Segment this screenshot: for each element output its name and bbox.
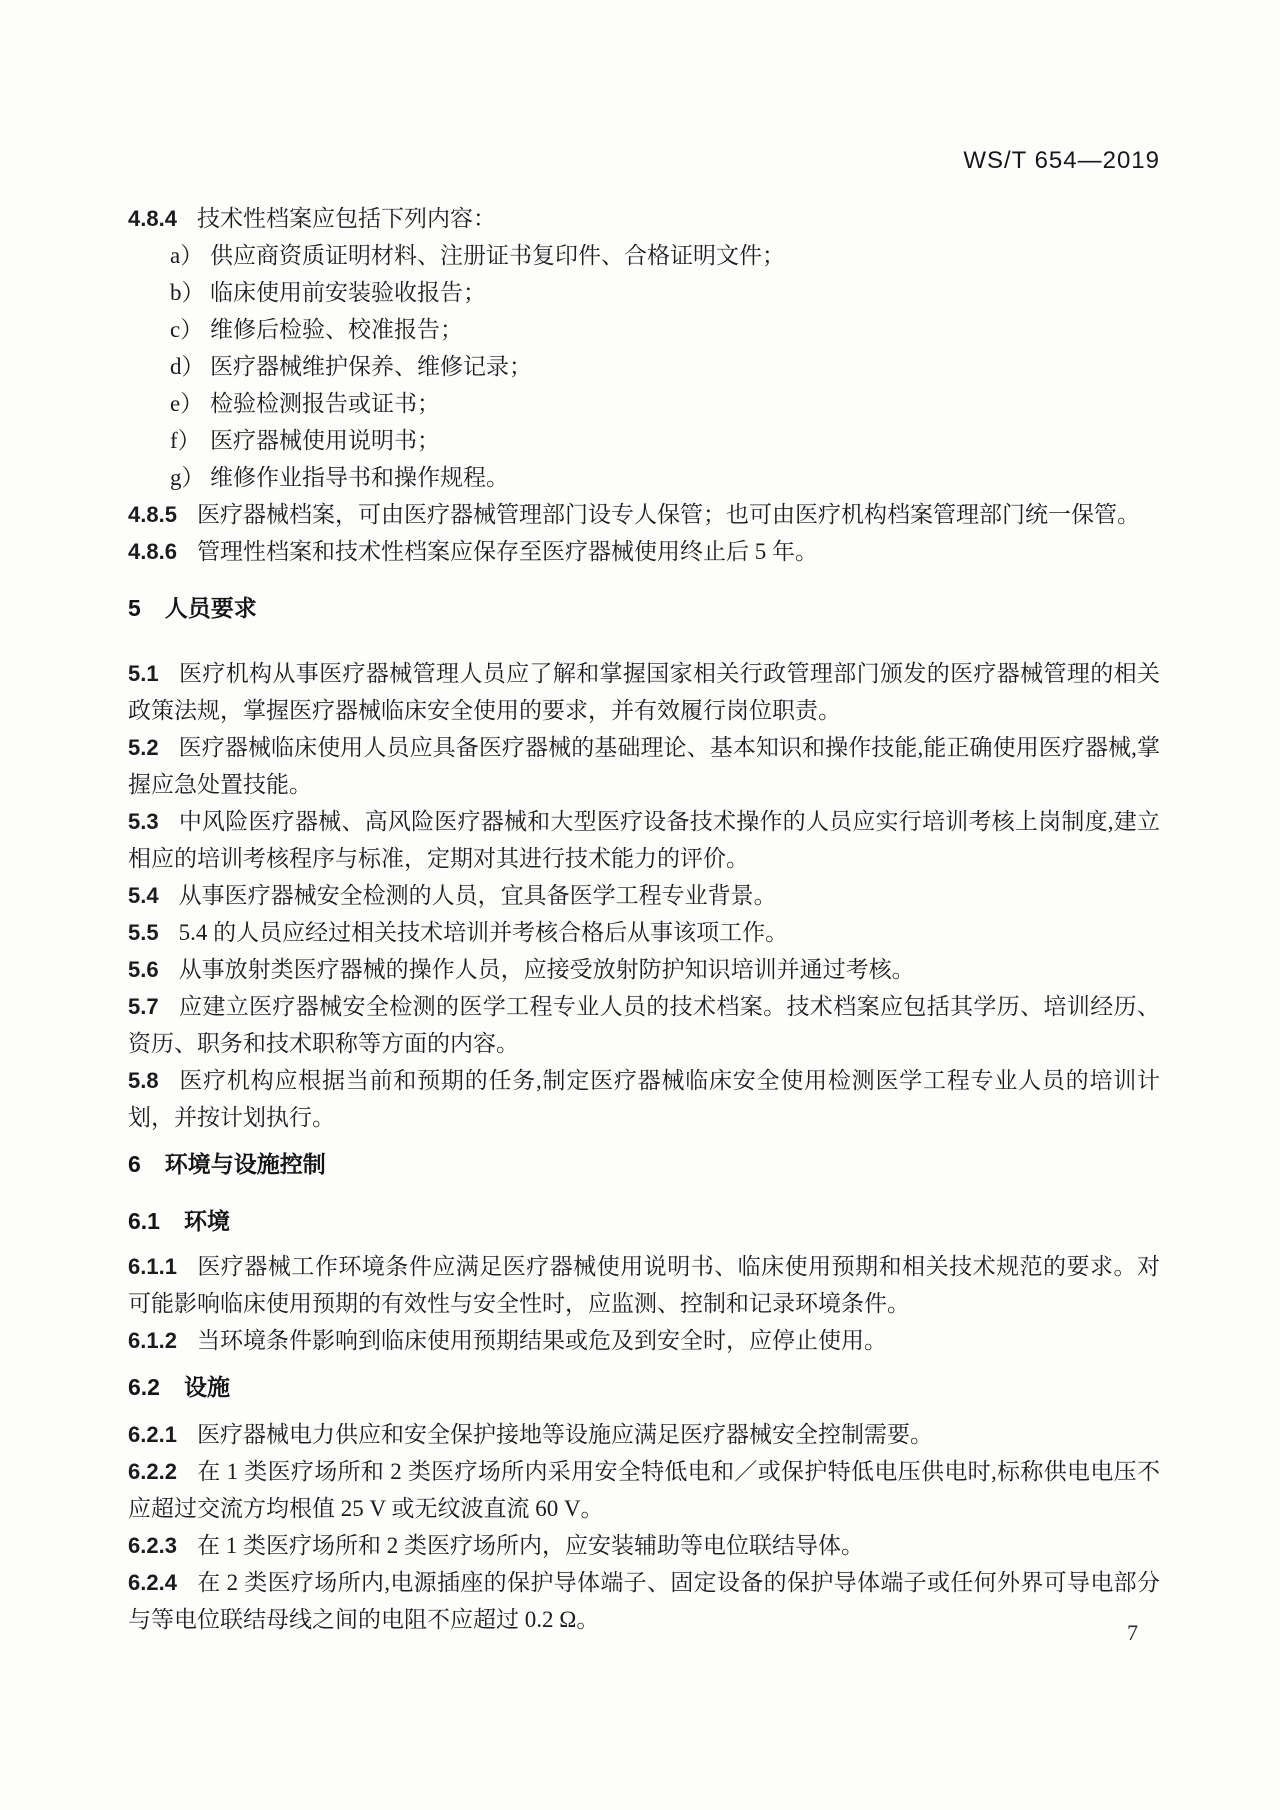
technical-archive-list	[128, 237, 1160, 496]
clause-text: 医疗机构应根据当前和预期的任务,制定医疗器械临床安全使用检测医学工程专业人员的培训计划，并按计划执行。	[128, 1068, 1160, 1130]
clause-number: 5.4	[128, 883, 159, 908]
clause-5-5	[128, 914, 1160, 951]
clause-number: 6.1.2	[128, 1328, 177, 1353]
page-number: 7	[1127, 1620, 1138, 1645]
list-item-label: e）	[170, 391, 204, 416]
list-item-label: d）	[170, 354, 205, 379]
clause-number: 5.8	[128, 1068, 159, 1093]
section-6-1-heading	[128, 1203, 1160, 1240]
section-5-heading	[128, 590, 1160, 627]
list-item-label: b）	[170, 280, 205, 305]
clause-4-8-6	[128, 533, 1160, 570]
clause-number: 4.8.6	[128, 539, 177, 564]
clause-number: 5.3	[128, 809, 159, 834]
clause-text: 医疗器械临床使用人员应具备医疗器械的基础理论、基本知识和操作技能,能正确使用医疗器械,掌握应急处置技能。	[128, 735, 1160, 797]
clause-5-6	[128, 951, 1160, 988]
clause-text: 从事放射类医疗器械的操作人员，应接受放射防护知识培训并通过考核。	[178, 957, 915, 982]
clause-5-8	[128, 1062, 1160, 1136]
clause-text: 5.4 的人员应经过相关技术培训并考核合格后从事该项工作。	[178, 920, 789, 945]
list-item-text: 检验检测报告或证书；	[210, 391, 440, 416]
clause-6-2-3	[128, 1527, 1160, 1564]
list-item-text: 维修作业指导书和操作规程。	[210, 465, 509, 490]
clause-text: 从事医疗器械安全检测的人员，宜具备医学工程专业背景。	[178, 883, 777, 908]
clause-text: 在 1 类医疗场所和 2 类医疗场所内采用安全特低电和／或保护特低电压供电时,标称供电电压不应超过交流方均根值 25 V 或无纹波直流 60 V。	[128, 1459, 1160, 1521]
clause-text: 在 1 类医疗场所和 2 类医疗场所内，应安装辅助等电位联结导体。	[196, 1533, 864, 1558]
clause-text: 管理性档案和技术性档案应保存至医疗器械使用终止后 5 年。	[196, 539, 818, 564]
list-item-text: 临床使用前安装验收报告；	[210, 280, 486, 305]
clause-6-2-4	[128, 1564, 1160, 1638]
subsection-title: 设施	[183, 1374, 230, 1400]
list-item-d	[170, 348, 1160, 385]
clause-number: 6.2.3	[128, 1533, 177, 1558]
clause-number: 6.2.4	[128, 1570, 177, 1595]
clause-text: 中风险医疗器械、高风险医疗器械和大型医疗设备技术操作的人员应实行培训考核上岗制度,建立相应的培训考核程序与标准，定期对其进行技术能力的评价。	[128, 809, 1160, 871]
clause-number: 4.8.5	[128, 502, 177, 527]
subsection-number: 6.2	[128, 1374, 160, 1400]
standard-code-header: WS/T 654—2019	[963, 147, 1160, 174]
section-6-heading	[128, 1146, 1160, 1183]
list-item-label: g）	[170, 465, 205, 490]
list-item-text: 医疗器械使用说明书；	[210, 428, 440, 453]
clause-number: 5.1	[128, 661, 159, 686]
list-item-label: c）	[170, 317, 204, 342]
clause-text: 医疗器械工作环境条件应满足医疗器械使用说明书、临床使用预期和相关技术规范的要求。对可能影响临床使用预期的有效性与安全性时，应监测、控制和记录环境条件。	[128, 1254, 1160, 1316]
clause-5-3	[128, 803, 1160, 877]
section-6-2-heading	[128, 1369, 1160, 1406]
clause-6-1-2	[128, 1322, 1160, 1359]
list-item-f	[170, 422, 1160, 459]
section-number: 6	[128, 1151, 141, 1177]
list-item-text: 维修后检验、校准报告；	[210, 317, 463, 342]
clause-text: 在 2 类医疗场所内,电源插座的保护导体端子、固定设备的保护导体端子或任何外界可导电部分与等电位联结母线之间的电阻不应超过 0.2 Ω。	[128, 1570, 1160, 1632]
clause-4-8-5	[128, 496, 1160, 533]
clause-text: 医疗器械电力供应和安全保护接地等设施应满足医疗器械安全控制需要。	[196, 1422, 933, 1447]
clause-number: 5.6	[128, 957, 159, 982]
list-item-label: a）	[170, 243, 204, 268]
section-title: 环境与设施控制	[164, 1151, 326, 1177]
clause-text: 应建立医疗器械安全检测的医学工程专业人员的技术档案。技术档案应包括其学历、培训经历、资历、职务和技术职称等方面的内容。	[128, 994, 1160, 1056]
clause-4-8-4	[128, 200, 1160, 237]
list-item-c	[170, 311, 1160, 348]
clause-number: 5.5	[128, 920, 159, 945]
subsection-title: 环境	[183, 1208, 230, 1234]
clause-text: 医疗机构从事医疗器械管理人员应了解和掌握国家相关行政管理部门颁发的医疗器械管理的相关政策法规，掌握医疗器械临床安全使用的要求，并有效履行岗位职责。	[128, 661, 1160, 723]
clause-number: 6.2.2	[128, 1459, 177, 1484]
clause-text: 当环境条件影响到临床使用预期结果或危及到安全时，应停止使用。	[196, 1328, 887, 1353]
clause-6-2-2	[128, 1453, 1160, 1527]
list-item-text: 供应商资质证明材料、注册证书复印件、合格证明文件；	[210, 243, 785, 268]
clause-number: 5.7	[128, 994, 159, 1019]
clause-number: 4.8.4	[128, 206, 177, 231]
list-item-e	[170, 385, 1160, 422]
clause-5-2	[128, 729, 1160, 803]
list-item-a	[170, 237, 1160, 274]
subsection-number: 6.1	[128, 1208, 160, 1234]
list-item-text: 医疗器械维护保养、维修记录；	[210, 354, 532, 379]
clause-number: 6.1.1	[128, 1254, 177, 1279]
clause-5-7	[128, 988, 1160, 1062]
list-item-b	[170, 274, 1160, 311]
clause-text: 医疗器械档案，可由医疗器械管理部门设专人保管；也可由医疗机构档案管理部门统一保管。	[196, 502, 1140, 527]
list-item-g	[170, 459, 1160, 496]
clause-5-4	[128, 877, 1160, 914]
clause-5-1	[128, 655, 1160, 729]
clause-6-1-1	[128, 1248, 1160, 1322]
clause-text: 技术性档案应包括下列内容：	[196, 206, 496, 231]
clause-6-2-1	[128, 1416, 1160, 1453]
clause-number: 5.2	[128, 735, 159, 760]
list-item-label: f）	[170, 428, 201, 453]
clause-number: 6.2.1	[128, 1422, 177, 1447]
section-number: 5	[128, 595, 141, 621]
section-title: 人员要求	[164, 595, 257, 621]
